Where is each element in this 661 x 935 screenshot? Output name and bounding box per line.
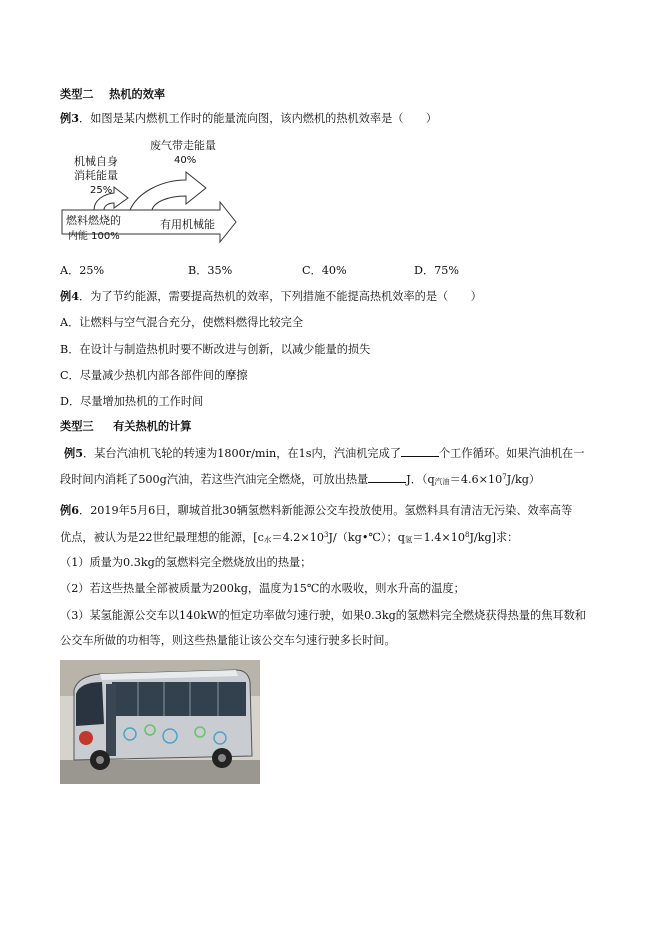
example-number: 5 <box>75 446 83 460</box>
sub-question-3-line-1: （3）某氢能源公交车以140kW的恒定功率做匀速行驶，如果0.3kg的氢燃料完全燃烧获得热量的焦耳数和 <box>60 609 586 622</box>
section-title: 热机的效率 <box>109 87 166 101</box>
question-text: ．2019年5月6日，聊城首批30辆氢燃料新能源公交车投放使用。氢燃料具有清洁无污染、效率高等 <box>79 504 573 517</box>
option-d: D．75% <box>414 264 460 277</box>
example-6-line-1 <box>60 503 572 518</box>
exhaust-label: 废气带走能量 <box>150 139 216 152</box>
sub-question-3-line-2: 公交车所做的功相等，则这些热量能让该公交车匀速行驶多长时间。 <box>60 634 396 647</box>
ex4-option-a: A．让燃料与空气混合充分，使燃料燃得比较完全 <box>60 316 304 329</box>
answer-blank-1[interactable] <box>401 445 439 457</box>
option-c: C．40% <box>302 264 347 277</box>
superscript: 3 <box>323 531 329 539</box>
ex4-option-c: C．尽量减少热机内部各部件间的摩擦 <box>60 369 248 382</box>
bus-windshield <box>76 682 104 726</box>
fuel-label-1: 燃料燃烧的 <box>66 214 121 227</box>
example-4-question <box>60 289 482 304</box>
example-label: 例 <box>60 289 72 303</box>
question-text: ．如图是某内燃机工作时的能量流向图，该内燃机的热机效率是（ ） <box>79 112 438 125</box>
self-consumption-label-2: 消耗能量 <box>74 169 118 182</box>
unit-text: J/kg]求： <box>469 531 519 544</box>
example-number: 6 <box>71 503 79 517</box>
value-text: ＝4.2×10 <box>271 531 324 544</box>
example-label: 例 <box>60 503 72 517</box>
section-title: 有关热机的计算 <box>113 419 192 433</box>
fuel-label-2: 内能 100% <box>68 231 120 242</box>
answer-blank-2[interactable] <box>368 471 406 483</box>
section-heading-type2 <box>60 87 165 102</box>
question-text-cont: 个工作循环。如果汽油机在一 <box>438 447 585 460</box>
exhaust-arrow <box>130 172 206 210</box>
sub-question-1: （1）质量为0.3kg的氢燃料完全燃烧放出的热量； <box>60 556 312 569</box>
question-text: 段时间内消耗了500g汽油，若这些汽油完全燃烧，可放出热量 <box>60 473 369 486</box>
example-label: 例 <box>64 446 76 460</box>
bus-door <box>106 684 116 756</box>
red-ribbon <box>79 731 93 745</box>
hydrogen-bus-photo <box>60 660 260 784</box>
example-5-line-2 <box>60 470 540 489</box>
section-label: 类型二 <box>60 87 94 101</box>
self-consumption-label-1: 机械自身 <box>74 155 118 168</box>
unit-text: J/（kg•℃）；q <box>328 531 405 544</box>
subscript: 水 <box>263 535 272 544</box>
energy-flow-diagram <box>60 136 240 248</box>
subscript: 汽油 <box>434 477 450 486</box>
option-b: B．35% <box>188 264 233 277</box>
superscript: 7 <box>502 473 507 481</box>
unit-text: J．（q <box>406 473 435 486</box>
section-heading-type3 <box>60 419 191 434</box>
example-3-question <box>60 111 437 126</box>
ex4-option-d: D．尽量增加热机的工作时间 <box>60 395 204 408</box>
question-text: 优点，被认为是22世纪最理想的能源，[c <box>60 531 264 544</box>
value-text: ＝4.6×10 <box>449 473 503 486</box>
section-label: 类型三 <box>60 419 94 433</box>
exhaust-percent: 40% <box>174 155 197 166</box>
example-6-line-2 <box>60 528 518 547</box>
ex4-option-b: B．在设计与制造热机时要不断改进与创新，以减少能量的损失 <box>60 343 371 356</box>
option-a: A．25% <box>60 264 105 277</box>
self-consumption-percent: 25% <box>90 185 113 196</box>
bus-side-windows <box>112 682 246 716</box>
example-5-line-1 <box>64 445 584 461</box>
question-text: ．某台汽油机飞轮的转速为1800r/min，在1s内，汽油机完成了 <box>83 447 401 460</box>
unit-text: J/kg） <box>506 473 541 486</box>
example-label: 例 <box>60 111 72 125</box>
value-text: ＝1.4×10 <box>412 531 465 544</box>
superscript: 8 <box>464 531 470 539</box>
question-text: ．为了节约能源，需要提高热机的效率，下列措施不能提高热机效率的是（ ） <box>79 290 482 303</box>
sub-question-2: （2）若这些热量全部被质量为200kg，温度为15℃的水吸收，则水升高的温度； <box>60 582 465 595</box>
subscript: 氢 <box>404 535 413 544</box>
example-number: 3 <box>71 111 79 125</box>
useful-work-label: 有用机械能 <box>160 218 215 231</box>
example-number: 4 <box>71 289 79 303</box>
